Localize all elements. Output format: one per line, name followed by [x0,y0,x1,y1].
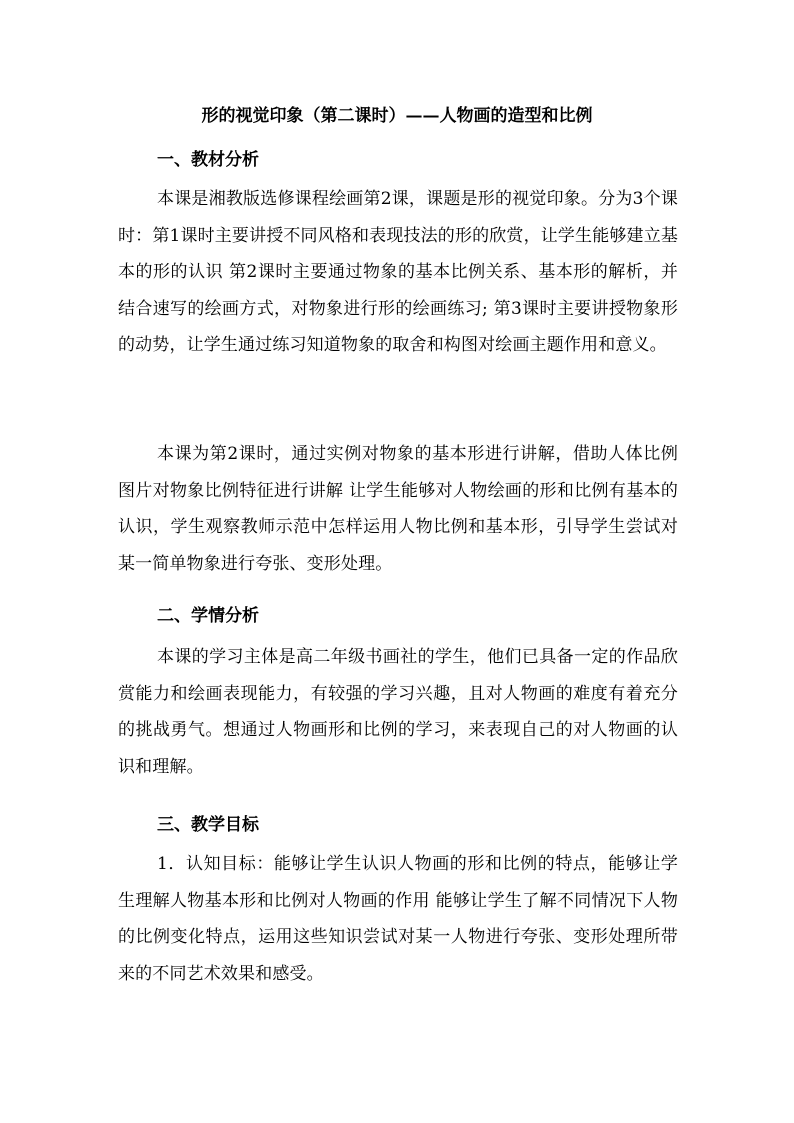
paragraph-textbook-analysis-1: 本课是湘教版选修课程绘画第2课，课题是形的视觉印象。分为3个课时：第1课时主要讲授不同风格和表现技法的形的欣赏，让学生能够建立基本的形的认识 第2课时主要通过物象的基本比例关系、基本形的解析，并结合速写的绘画方式，对物象进行形的绘画练习; 第3课时主要讲授物象形的动势，让学生通过练习知道物象的取舍和构图对绘画主题作用和意义。 [118,189,678,355]
section-heading-student-analysis: 二、学情分析 [157,606,259,626]
section-heading-teaching-goals: 三、教学目标 [157,815,259,835]
paragraph-teaching-goals-1: 1．认知目标：能够让学生认识人物画的形和比例的特点，能够让学生理解人物基本形和比例对人物画的作用 能够让学生了解不同情况下人物的比例变化特点，运用这些知识尝试对某一人物进行夸张、变形处理所带来的不同艺术效果和感受。 [118,854,678,984]
paragraph-student-analysis: 本课的学习主体是高二年级书画社的学生，他们已具备一定的作品欣赏能力和绘画表现能力，有较强的学习兴趣，且对人物画的难度有着充分的挑战勇气。想通过人物画形和比例的学习，来表现自己的对人物画的认识和理解。 [118,647,678,777]
section-heading-textbook-analysis: 一、教材分析 [157,150,259,170]
paragraph-textbook-analysis-2: 本课为第2课时，通过实例对物象的基本形进行讲解，借助人体比例图片对物象比例特征进行讲解 让学生能够对人物绘画的形和比例有基本的认识，学生观察教师示范中怎样运用人物比例和基本形，引导学生尝试对某一简单物象进行夸张、变形处理。 [118,444,678,574]
page-title: 形的视觉印象（第二课时）——人物画的造型和比例 [201,106,593,126]
